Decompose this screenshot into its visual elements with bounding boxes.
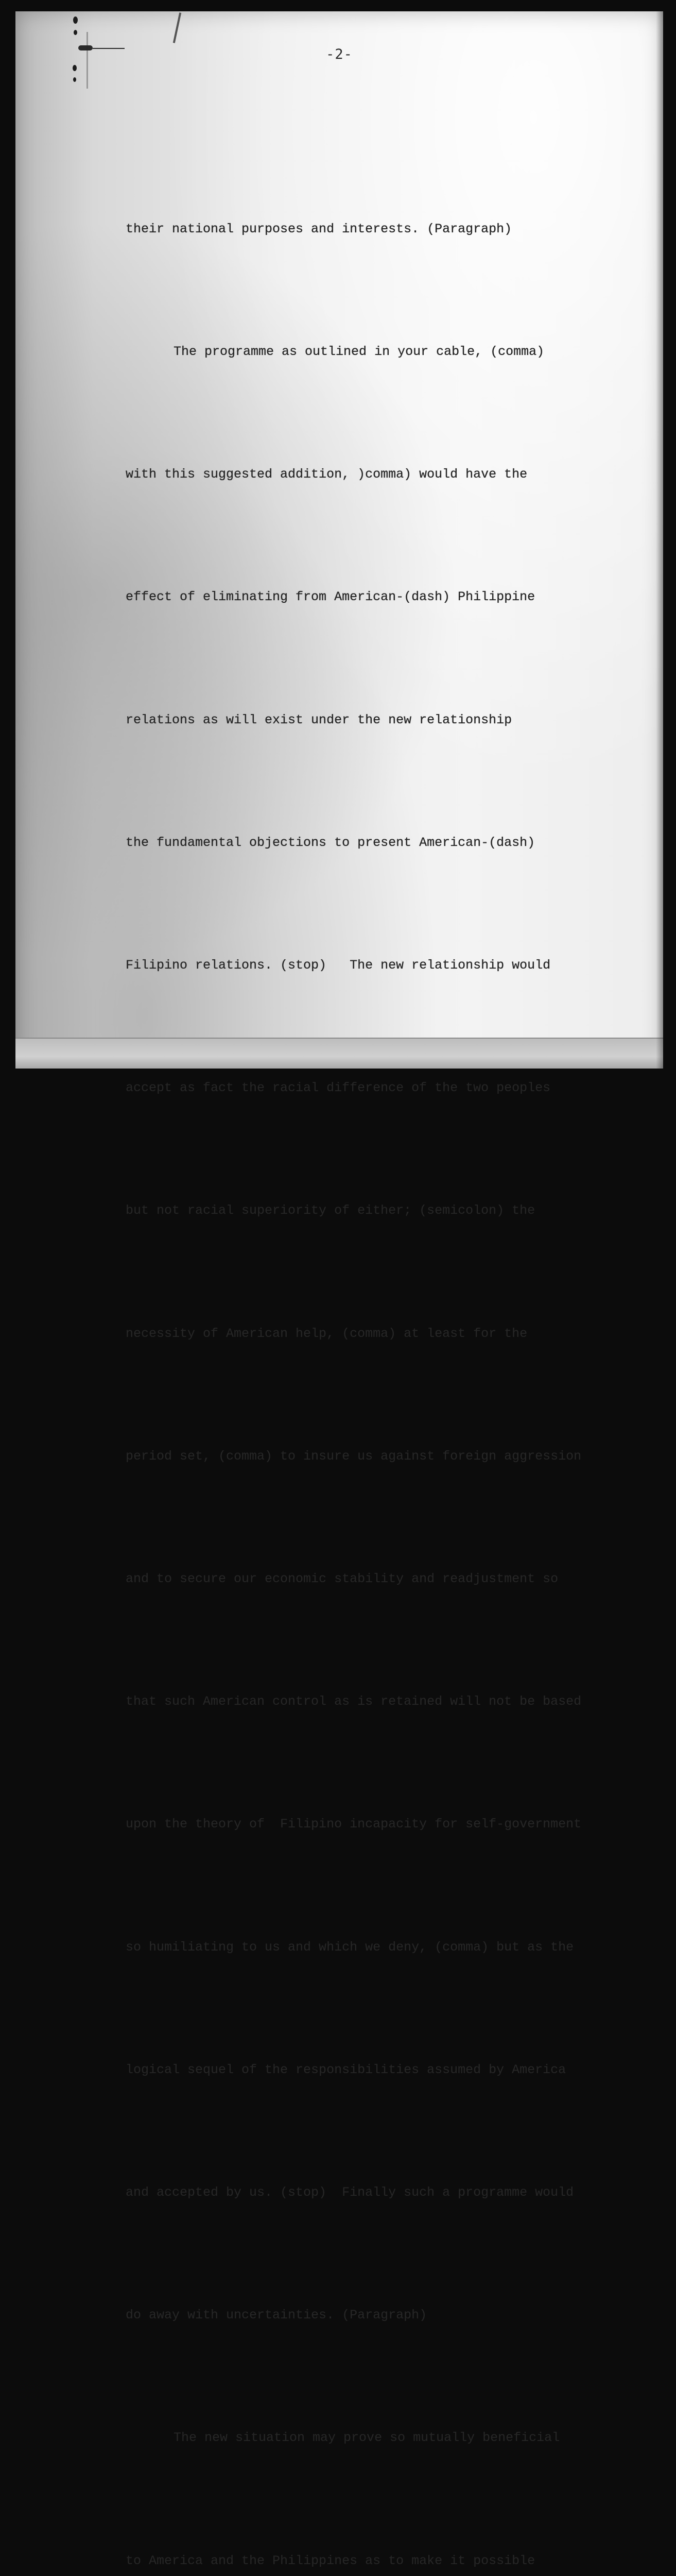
text-line: upon the theory of Filipino incapacity for self-government <box>126 1817 582 1832</box>
text-line: to America and the Philippines as to make it possible <box>126 2553 535 2568</box>
text-line: accept as fact the racial difference of the two peoples <box>126 1080 551 1096</box>
text-line: but not racial superiority of either; (semicolon) the <box>126 1203 535 1218</box>
text-line: The programme as outlined in your cable, (comma) <box>174 344 545 360</box>
text-line: The new situation may prove so mutually beneficial <box>174 2430 560 2446</box>
text-line: so humiliating to us and which we deny, (comma) but as the <box>126 1939 574 1955</box>
document-body <box>126 127 640 2576</box>
binder-hole-mark <box>73 77 76 82</box>
scan-bottom-edge <box>15 1038 663 1069</box>
binder-hole-mark <box>73 65 77 71</box>
text-line: relations as will exist under the new relationship <box>126 712 512 727</box>
text-line: that such American control as is retained will not be based <box>126 1694 582 1709</box>
text-line: the fundamental objections to present American-(dash) <box>126 835 535 850</box>
text-line: period set, (comma) to insure us against foreign aggression <box>126 1448 582 1464</box>
scan-right-shadow <box>656 11 663 1069</box>
paper-sheet <box>15 11 663 2568</box>
binder-hole-mark <box>74 30 77 35</box>
pen-stroke <box>173 12 181 43</box>
text-line: logical sequel of the responsibilities assumed by America <box>126 2062 566 2077</box>
text-line: do away with uncertainties. (Paragraph) <box>126 2308 427 2323</box>
page-number: -2- <box>326 46 353 62</box>
text-line: effect of eliminating from American-(dash) Philippine <box>126 589 535 605</box>
text-line: and to secure our economic stability and readjustment so <box>126 1571 559 1587</box>
text-line: with this suggested addition, )comma) would have the <box>126 467 528 482</box>
text-line: their national purposes and interests. (Paragraph) <box>126 221 512 236</box>
text-line: and accepted by us. (stop) Finally such a programme would <box>126 2185 574 2200</box>
text-line: Filipino relations. (stop) The new relationship would <box>126 958 551 973</box>
text-line: necessity of American help, (comma) at least for the <box>126 1326 528 1341</box>
binder-hole-mark <box>73 16 78 24</box>
